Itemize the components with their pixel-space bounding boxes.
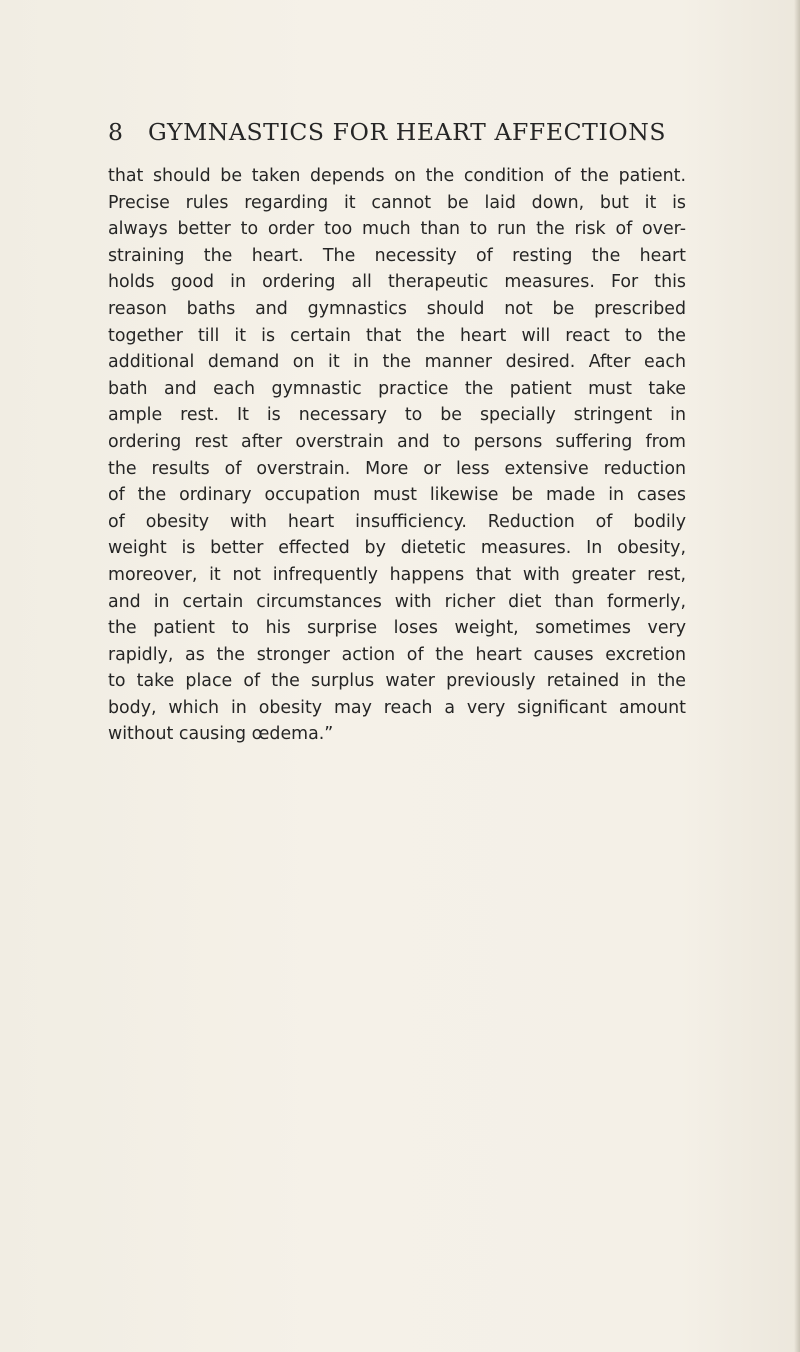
text-line: of obesity with heart insufficiency. Reduction of bodily bbox=[108, 511, 686, 532]
text-line: the results of overstrain. More or less extensive reduction bbox=[108, 458, 686, 479]
text-line: weight is better effected by dietetic measures. In obesity, bbox=[108, 538, 686, 559]
text-line: Precise rules regarding it cannot be laid down, but it is bbox=[108, 192, 686, 213]
text-line: always better to order too much than to run the risk of over- bbox=[108, 219, 686, 240]
page-edge-shadow bbox=[794, 0, 800, 1352]
running-header bbox=[108, 118, 688, 148]
text-line: ordering rest after overstrain and to persons suffering from bbox=[108, 431, 686, 452]
text-line: bath and each gymnastic practice the patient must take bbox=[108, 378, 686, 399]
running-title: GYMNASTICS FOR HEART AFFECTIONS bbox=[148, 118, 667, 146]
body-text bbox=[108, 163, 686, 748]
text-line: the patient to his surprise loses weight, sometimes very bbox=[108, 618, 686, 639]
text-line: straining the heart. The necessity of resting the heart bbox=[108, 245, 686, 266]
text-line: body, which in obesity may reach a very significant amount bbox=[108, 697, 686, 718]
text-line: together till it is certain that the heart will react to the bbox=[108, 325, 686, 346]
text-line: reason baths and gymnastics should not be prescribed bbox=[108, 298, 686, 319]
text-line: of the ordinary occupation must likewise be made in cases bbox=[108, 485, 686, 506]
text-line: ample rest. It is necessary to be specially stringent in bbox=[108, 405, 686, 426]
page-number: 8 bbox=[108, 118, 124, 146]
text-line: that should be taken depends on the condition of the patient. bbox=[108, 166, 686, 186]
text-line: holds good in ordering all therapeutic measures. For this bbox=[108, 272, 686, 293]
text-line: moreover, it not infrequently happens that with greater rest, bbox=[108, 564, 686, 585]
text-line: to take place of the surplus water previously retained in the bbox=[108, 671, 686, 692]
text-line: additional demand on it in the manner desired. After each bbox=[108, 352, 686, 373]
text-line: rapidly, as the stronger action of the heart causes excretion bbox=[108, 644, 686, 665]
text-line: without causing œdema.” bbox=[108, 724, 334, 745]
text-line: and in certain circumstances with richer diet than formerly, bbox=[108, 591, 686, 612]
